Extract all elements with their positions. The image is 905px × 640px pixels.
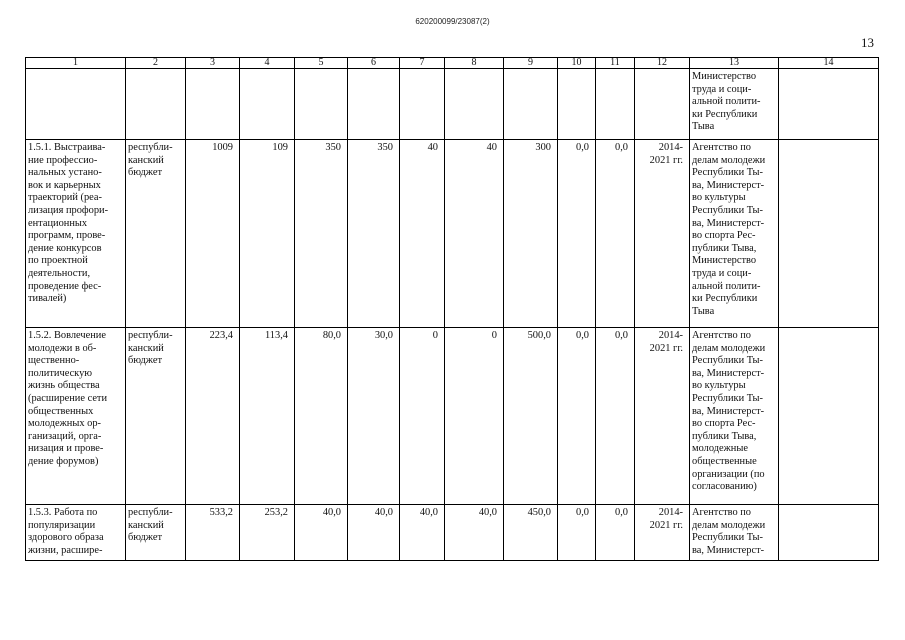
value-cell bbox=[596, 69, 635, 140]
value-cell: 80,0 bbox=[295, 328, 348, 505]
note-cell bbox=[779, 505, 879, 561]
funding-source-cell: республи- канский бюджет bbox=[126, 140, 186, 328]
column-header: 14 bbox=[779, 58, 879, 69]
column-header: 3 bbox=[186, 58, 240, 69]
column-header: 2 bbox=[126, 58, 186, 69]
value-cell: 0,0 bbox=[558, 328, 596, 505]
value-cell: 500,0 bbox=[504, 328, 558, 505]
measure-name-cell: 1.5.3. Работа по популяризации здорового образа жизни, расшире- bbox=[26, 505, 126, 561]
column-header: 8 bbox=[445, 58, 504, 69]
period-cell: 2014- 2021 гг. bbox=[635, 505, 690, 561]
table-row bbox=[26, 69, 879, 140]
executor-cell: Министерство труда и соци- альной полити- ки Республики Тыва bbox=[690, 69, 779, 140]
value-cell bbox=[400, 69, 445, 140]
table-row bbox=[26, 328, 879, 505]
funding-source-cell: республи- канский бюджет bbox=[126, 505, 186, 561]
value-cell bbox=[558, 69, 596, 140]
measure-name-cell bbox=[26, 69, 126, 140]
value-cell: 223,4 bbox=[186, 328, 240, 505]
value-cell: 30,0 bbox=[348, 328, 400, 505]
value-cell: 0 bbox=[400, 328, 445, 505]
value-cell: 0,0 bbox=[596, 140, 635, 328]
table-row bbox=[26, 140, 879, 328]
value-cell bbox=[186, 69, 240, 140]
note-cell bbox=[779, 69, 879, 140]
value-cell: 0 bbox=[445, 328, 504, 505]
value-cell: 40,0 bbox=[400, 505, 445, 561]
value-cell: 0,0 bbox=[558, 140, 596, 328]
program-table bbox=[25, 57, 879, 561]
value-cell: 1009 bbox=[186, 140, 240, 328]
column-header: 5 bbox=[295, 58, 348, 69]
value-cell: 0,0 bbox=[596, 328, 635, 505]
value-cell: 40,0 bbox=[445, 505, 504, 561]
funding-source-cell: республи- канский бюджет bbox=[126, 328, 186, 505]
page-number: 13 bbox=[861, 35, 874, 50]
column-header: 11 bbox=[596, 58, 635, 69]
period-cell: 2014- 2021 гг. bbox=[635, 328, 690, 505]
table-row bbox=[26, 505, 879, 561]
value-cell: 350 bbox=[295, 140, 348, 328]
column-header: 12 bbox=[635, 58, 690, 69]
measure-name-cell: 1.5.1. Выстраива- ние профессио- нальных устано- вок и карьерных траекторий (реа- лизация профори- ентационных программ, прове- дение конкурсов по проектной деятельности, проведение фес- тивалей) bbox=[26, 140, 126, 328]
note-cell bbox=[779, 328, 879, 505]
value-cell: 533,2 bbox=[186, 505, 240, 561]
value-cell: 350 bbox=[348, 140, 400, 328]
value-cell bbox=[240, 69, 295, 140]
executor-cell: Агентство по делам молодежи Республики Ты- ва, Министерст- bbox=[690, 505, 779, 561]
executor-cell: Агентство по делам молодежи Республики Ты- ва, Министерст- во культуры Республики Ты- ва, Министерст- во спорта Рес- публики Тыва, Министерство труда и соци- альной полити- ки Республики Тыва bbox=[690, 140, 779, 328]
value-cell bbox=[348, 69, 400, 140]
column-header: 13 bbox=[690, 58, 779, 69]
value-cell: 253,2 bbox=[240, 505, 295, 561]
value-cell: 40 bbox=[445, 140, 504, 328]
value-cell: 40,0 bbox=[295, 505, 348, 561]
period-cell: 2014- 2021 гг. bbox=[635, 140, 690, 328]
value-cell: 0,0 bbox=[558, 505, 596, 561]
value-cell: 40 bbox=[400, 140, 445, 328]
value-cell: 450,0 bbox=[504, 505, 558, 561]
value-cell bbox=[504, 69, 558, 140]
measure-name-cell: 1.5.2. Вовлечение молодежи в об- щественно- политическую жизнь общества (расширение сети общественных молодежных ор- ганизаций, орга- низация и прове- дение форумов) bbox=[26, 328, 126, 505]
column-header: 1 bbox=[26, 58, 126, 69]
column-header: 4 bbox=[240, 58, 295, 69]
column-number-row bbox=[26, 58, 879, 69]
column-header: 9 bbox=[504, 58, 558, 69]
value-cell: 0,0 bbox=[596, 505, 635, 561]
period-cell bbox=[635, 69, 690, 140]
value-cell: 109 bbox=[240, 140, 295, 328]
column-header: 7 bbox=[400, 58, 445, 69]
funding-source-cell bbox=[126, 69, 186, 140]
value-cell bbox=[445, 69, 504, 140]
value-cell: 300 bbox=[504, 140, 558, 328]
column-header: 10 bbox=[558, 58, 596, 69]
value-cell: 113,4 bbox=[240, 328, 295, 505]
executor-cell: Агентство по делам молодежи Республики Ты- ва, Министерст- во культуры Республики Ты- ва, Министерст- во спорта Рес- публики Тыва, молодежные общественные организации (по согласованию) bbox=[690, 328, 779, 505]
note-cell bbox=[779, 140, 879, 328]
document-id: 620200099/23087(2) bbox=[415, 17, 490, 26]
value-cell bbox=[295, 69, 348, 140]
column-header: 6 bbox=[348, 58, 400, 69]
value-cell: 40,0 bbox=[348, 505, 400, 561]
